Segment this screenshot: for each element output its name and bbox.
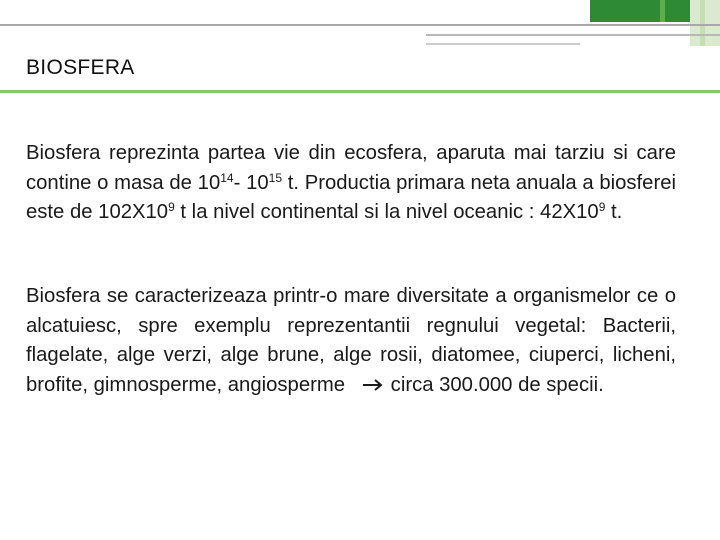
superscript-exponent: 9: [598, 200, 606, 214]
paragraph1-text-5: t.: [605, 201, 623, 223]
paragraph-biosphere-definition: [26, 139, 676, 228]
paragraph2-text-1: Biosfera se caracterizeaza printr-o mare diversitate a organismelor ce o alcatuiesc, spre exemplu reprezentantii regnului vegetal: Bacterii, flagelate, alge verzi, alge brune, alge rosii, diatomee, ciuperci, licheni, brofite, gimnosperme, angiosperme: [26, 285, 676, 396]
paragraph1-text-3: t. Productia primara neta anuala a biosferei este de 102X10: [26, 171, 676, 223]
paragraph2-text-2: circa 300.000 de specii.: [390, 373, 604, 396]
right-arrow-icon: [351, 371, 391, 401]
paragraph1-text-2: - 10: [233, 171, 269, 194]
gray-line-mid: [426, 34, 720, 36]
paragraph1-text-4: t la nivel continental si la nivel oceanic : 42X10: [174, 201, 599, 223]
superscript-exponent: 14: [220, 170, 234, 185]
gray-line-upper: [0, 24, 720, 26]
header-decoration: [0, 0, 720, 50]
superscript-exponent: 15: [268, 170, 282, 185]
dark-green-stripe: [660, 0, 665, 22]
title-divider: [0, 90, 720, 93]
gray-line-lower: [426, 43, 580, 45]
page-title: BIOSFERA: [26, 56, 135, 79]
light-green-accent: [700, 0, 705, 46]
paragraph1-text-1: Biosfera reprezinta partea vie din ecosfera, aparuta mai tarziu si care contine o masa de 10: [26, 142, 676, 194]
paragraph-biosphere-diversity: [26, 282, 676, 400]
light-green-strip: [690, 0, 720, 46]
superscript-exponent: 9: [168, 200, 175, 214]
